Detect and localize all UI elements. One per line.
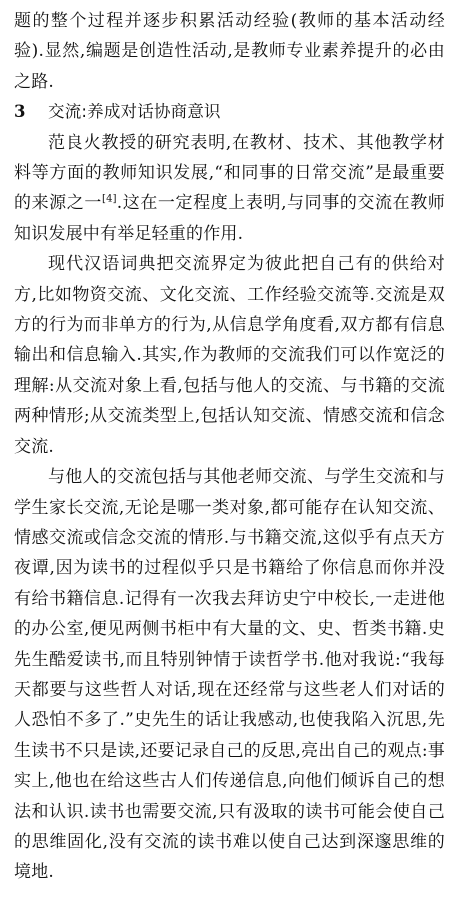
paragraph-exchange-definition: 现代汉语词典把交流界定为彼此把自己有的供给对方,比如物资交流、文化交流、工作经验交流等.交流是双方的行为而非单方的行为,从信息学角度看,双方都有信息输出和信息输入.其实,作为教师的交流我们可以作宽泛的理解:从交流对象上看,包括与他人的交流、与书籍的交流两种情形;从交流类型上,包括认知交流、情感交流和信念交流. [14, 254, 445, 457]
section-title: 交流:养成对话协商意识 [48, 102, 221, 122]
citation-reference: [4] [101, 193, 117, 205]
paragraph-text-before-citation: 范良火教授的研究表明,在教材、技术、其他教学材料等方面的教师知识发展,“和同事的日常交流”是最重要的来源之一 [14, 132, 445, 214]
section-number: 3 [14, 102, 26, 122]
paragraph-exchange-with-others-and-books: 与他人的交流包括与其他老师交流、与学生交流和与学生家长交流,无论是哪一类对象,都可能存在认知交流、情感交流或信念交流的情形.与书籍交流,这似乎有点天方夜谭,因为读书的过程似乎只是书籍给了你信息而你并没有给书籍信息.记得有一次我去拜访史宁中校长,一走进他的办公室,便见两侧书柜中有大量的文、史、哲类书籍.史先生酷爱读书,而且特别钟情于读哲学书.他对我说:“我每天都要与这些哲人对话,现在还经常与这些老人们对话的人恐怕不多了.”史先生的话让我感动,也使我陷入沉思,先生读书不只是读,还要记录自己的反思,亮出自己的观点:事实上,他也在给这些古人们传递信息,向他们倾诉自己的想法和认识.读书也需要交流,只有汲取的读书可能会使自己的思维固化,没有交流的读书难以使自己达到深邃思维的境地. [14, 467, 445, 883]
section-heading [14, 97, 445, 127]
paragraph-continuation: 题的整个过程并逐步积累活动经验(教师的基本活动经验).显然,编题是创造性活动,是教师专业素养提升的必由之路. [14, 11, 445, 92]
paragraph-colleague-exchange [14, 128, 445, 250]
paragraph-text-after-citation: .这在一定程度上表明,与同事的交流在教师知识发展中有举足轻重的作用. [14, 193, 446, 244]
